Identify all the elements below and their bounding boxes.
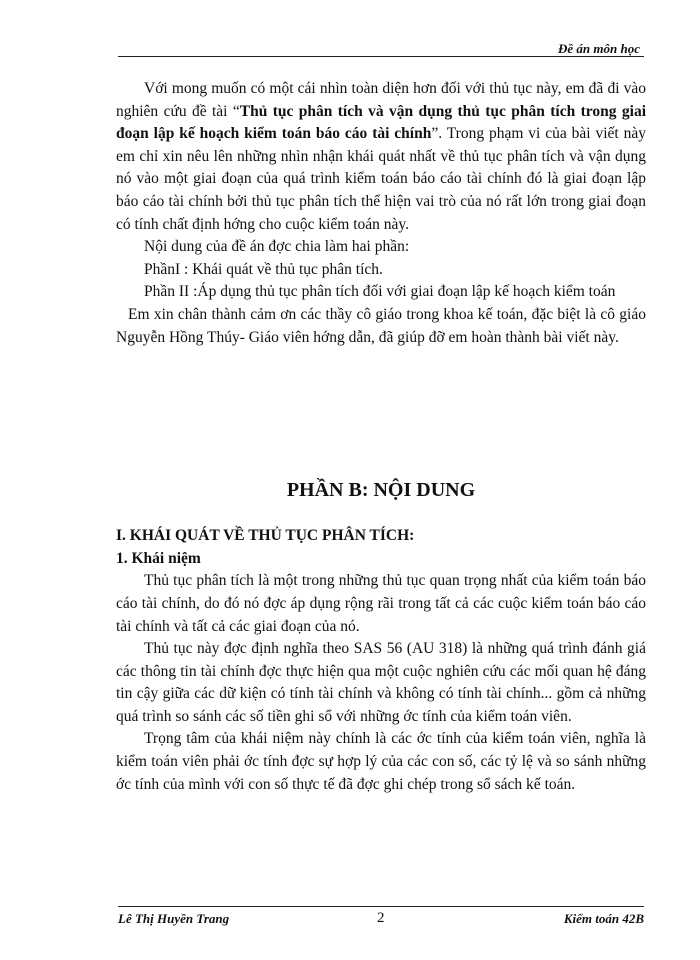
intro-paragraph-1 [116,78,646,236]
footer-class: Kiểm toán 42B [563,911,644,926]
intro-paragraph-3: PhầnI : Khái quát về thủ tục phân tích. [144,260,383,278]
header-rule [118,56,644,57]
body-paragraph-3: Trọng tâm của khái niệm này chính là các ớc tính của kiểm toán viên, nghĩa là kiểm toán viên phải ớc tính đợc sự hợp lý của các con số, các tỷ lệ và so sánh những ớc tính của mình với con số thực tế đã đợc ghi chép trong sổ sách kế toán. [116,730,646,793]
topic-title: Thủ tục phân tích và vận dụng thủ tục phân tích trong giai đoạn lập kế hoạch kiểm toán báo cáo tài chính [116,102,646,143]
intro-paragraph-4: Phần II :Áp dụng thủ tục phân tích đối với giai đoạn lập kế hoạch kiểm toán [144,283,616,301]
page-body [116,78,646,796]
footer-rule [118,906,644,907]
intro-paragraph-2: Nội dung của đề án đợc chia làm hai phần: [144,238,410,256]
intro-p1-a: Với mong muốn có một cái nhìn toàn diện hơn đối với thủ tục này, em đã đi vào nghiên cứu đề tài “ [116,80,646,120]
page-footer [118,906,644,928]
page-number: 2 [377,910,385,926]
body-paragraph-1: Thủ tục phân tích là một trong những thủ tục quan trọng nhất của kiểm toán báo cáo tài chính, do đó nó đợc áp dụng rộng rãi trong tất cả các cuộc kiểm toán báo cáo tài chính và tất cả các giai đoạn của nó. [116,572,646,635]
intro-p1-b: ”. Trong phạm vi của bài viết này em chỉ xin nêu lên những nhìn nhận khái quát nhất về thủ tục phân tích và vận dụng nó vào một giai đoạn của quá trình kiểm toán báo cáo tài chính đó là giai đoạn lập báo cáo tài chính bởi thủ tục phân tích thể hiện vai trò của nó rất lớn trong giai đoạn có tính chất định hớng cho cuộc kiểm toán này. [116,125,646,233]
header-title: Đề án môn học [558,41,640,56]
intro-paragraph-5: Em xin chân thành cảm ơn các thầy cô giáo trong khoa kế toán, đặc biệt là cô giáo Nguyễn Hồng Thúy- Giáo viên hớng dẫn, đã giúp đỡ em hoàn thành bài viết này. [116,305,646,346]
part-b-title: PHẦN B: NỘI DUNG [286,479,476,502]
page-header [118,39,644,57]
body-paragraph-2: Thủ tục này đợc định nghĩa theo SAS 56 (AU 318) là những quá trình đánh giá các thông tin tài chính đợc thực hiện qua một cuộc nghiên cứu các mối quan hệ đáng tin cậy giữa các dữ kiện có tính tài chính và không có tính tài chính... gồm cả những quá trình so sánh các số tiền ghi sổ với những ớc tính của kiểm toán viên. [116,640,646,725]
subsection-1-heading: 1. Khái niệm [116,549,201,567]
footer-author: Lê Thị Huyền Trang [118,911,230,926]
section-1-heading: I. KHÁI QUÁT VỀ THỦ TỤC PHÂN TÍCH: [116,527,415,545]
